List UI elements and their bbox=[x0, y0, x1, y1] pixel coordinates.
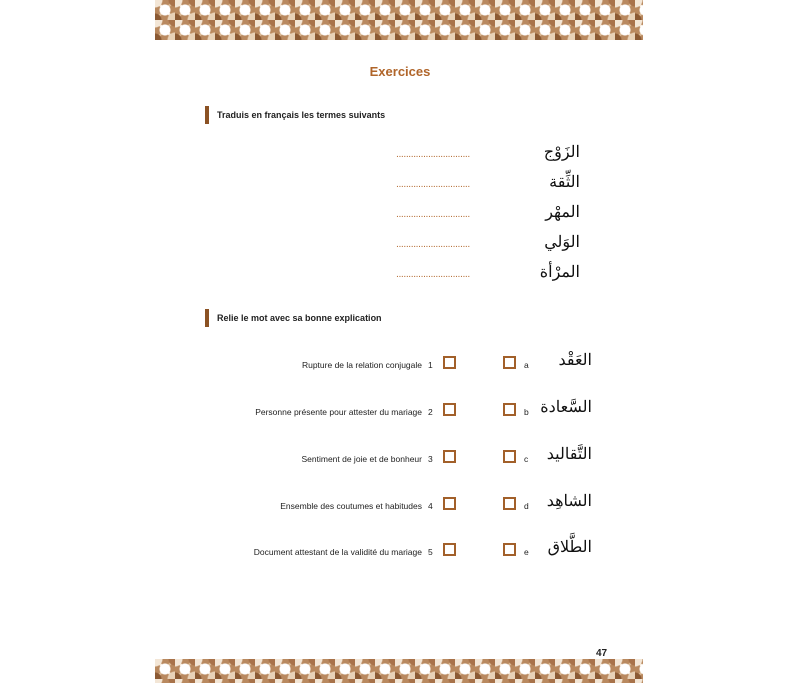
explanation-checkbox[interactable] bbox=[443, 356, 456, 369]
term-row bbox=[390, 142, 590, 168]
explanation-number: 4 bbox=[428, 501, 433, 511]
arabic-term: المرْأة bbox=[539, 262, 580, 281]
arabic-term: المهْر bbox=[545, 202, 580, 221]
page-number: 47 bbox=[596, 648, 608, 659]
answer-blank[interactable]: .............................. bbox=[396, 240, 470, 250]
explanation-checkbox[interactable] bbox=[443, 497, 456, 510]
word-checkbox[interactable] bbox=[503, 543, 516, 556]
word-letter: c bbox=[524, 454, 529, 464]
word-checkbox[interactable] bbox=[503, 497, 516, 510]
section-heading-translate bbox=[205, 106, 385, 124]
word-letter: e bbox=[524, 547, 529, 557]
section-heading-text: Relie le mot avec sa bonne explication bbox=[217, 313, 382, 323]
explanation-number: 2 bbox=[428, 407, 433, 417]
match-row bbox=[0, 537, 800, 567]
word-checkbox[interactable] bbox=[503, 450, 516, 463]
answer-blank[interactable]: .............................. bbox=[396, 210, 470, 220]
term-row bbox=[390, 262, 590, 288]
word-letter: a bbox=[524, 360, 529, 370]
page-title: Exercices bbox=[369, 64, 431, 79]
word-checkbox[interactable] bbox=[503, 403, 516, 416]
explanation-number: 5 bbox=[428, 547, 433, 557]
answer-blank[interactable]: .............................. bbox=[396, 150, 470, 160]
explanation-text: Document attestant de la validité du mariage bbox=[253, 547, 422, 557]
decorative-border-bottom bbox=[155, 659, 643, 683]
answer-blank[interactable]: .............................. bbox=[396, 270, 470, 280]
explanation-text: Personne présente pour attester du mariage bbox=[255, 407, 422, 417]
match-row bbox=[0, 397, 800, 427]
word-letter: d bbox=[524, 501, 529, 511]
explanation-checkbox[interactable] bbox=[443, 450, 456, 463]
explanation-checkbox[interactable] bbox=[443, 543, 456, 556]
explanation-text: Sentiment de joie et de bonheur bbox=[301, 454, 422, 464]
term-row bbox=[390, 202, 590, 228]
answer-blank[interactable]: .............................. bbox=[396, 180, 470, 190]
arabic-term: الوَلي bbox=[544, 232, 580, 251]
explanation-text: Rupture de la relation conjugale bbox=[301, 360, 422, 370]
section-marker bbox=[205, 309, 209, 327]
match-row bbox=[0, 350, 800, 380]
match-row bbox=[0, 444, 800, 474]
arabic-word: الطَّلاق bbox=[547, 537, 592, 556]
explanation-number: 3 bbox=[428, 454, 433, 464]
decorative-border-top bbox=[155, 0, 643, 40]
section-marker bbox=[205, 106, 209, 124]
arabic-word: الشاهِد bbox=[546, 491, 592, 510]
explanation-checkbox[interactable] bbox=[443, 403, 456, 416]
section-heading-match bbox=[205, 309, 382, 327]
term-row bbox=[390, 232, 590, 258]
term-row bbox=[390, 172, 590, 198]
explanation-text: Ensemble des coutumes et habitudes bbox=[280, 501, 422, 511]
explanation-number: 1 bbox=[428, 360, 433, 370]
arabic-term: الزَوْج bbox=[543, 142, 580, 161]
arabic-term: الثِّقة bbox=[549, 172, 580, 191]
match-row bbox=[0, 491, 800, 521]
section-heading-text: Traduis en français les termes suivants bbox=[217, 110, 386, 120]
arabic-word: التَّقاليد bbox=[546, 444, 592, 463]
word-checkbox[interactable] bbox=[503, 356, 516, 369]
word-letter: b bbox=[524, 407, 529, 417]
arabic-word: السَّعادة bbox=[540, 397, 592, 416]
arabic-word: العَقْد bbox=[558, 350, 592, 369]
